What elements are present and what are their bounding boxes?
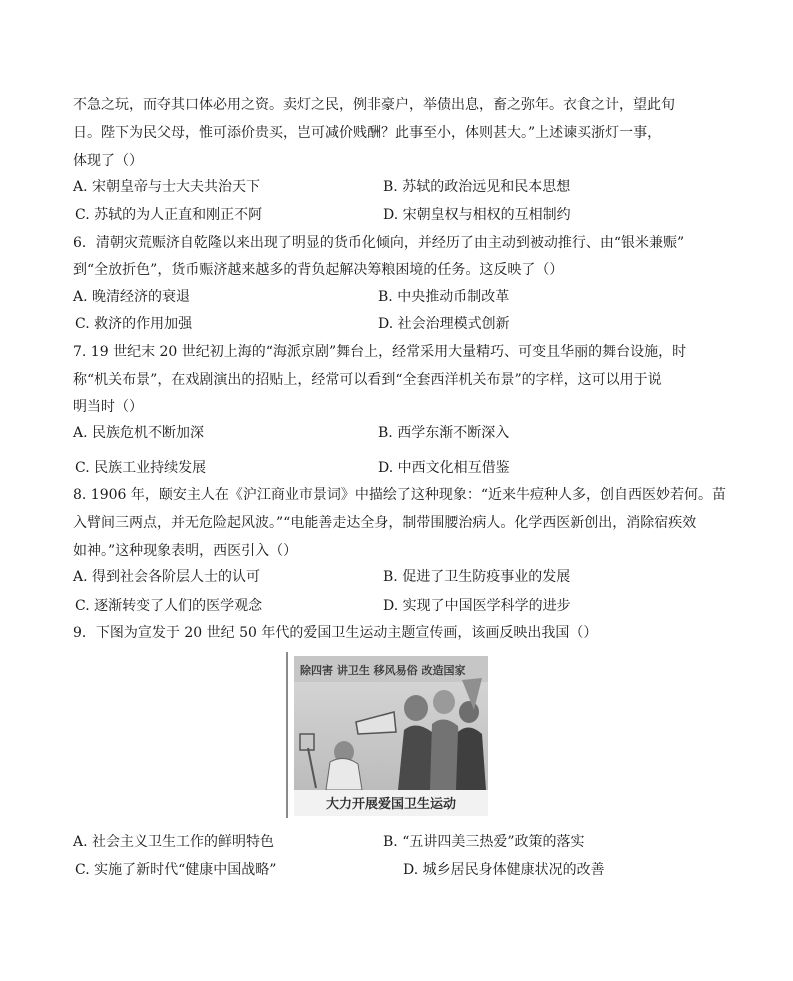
passage-line-2: 日。陛下为民父母，惟可添价贵买，岂可减价贱酬？此事至小，体则甚大。”上述谏买浙灯一事， xyxy=(73,125,662,141)
q7-option-a[interactable]: A. 民族危机不断加深 xyxy=(73,425,205,441)
q8-option-a[interactable]: A. 得到社会各阶层人士的认可 xyxy=(73,569,261,585)
q8-option-d[interactable]: D. 实现了中国医学科学的进步 xyxy=(383,598,571,614)
q5-option-c[interactable]: C. 苏轼的为人正直和刚正不阿 xyxy=(75,207,263,223)
q8-stem-line-2: 入臂间三两点，并无危险起风波。”“电能善走达全身，制带围腰治病人。化学西医新创出，消除宿疾效 xyxy=(73,515,697,531)
q7-option-c[interactable]: C. 民族工业持续发展 xyxy=(75,460,207,476)
q6-stem-line-2: 到“全放折色”，货币赈济越来越多的背负起解决筹粮困境的任务。这反映了（） xyxy=(73,262,564,278)
passage-line-1: 不急之玩，而夺其口体必用之资。卖灯之民，例非豪户，举债出息，畜之弥年。衣食之计，望此旬 xyxy=(73,97,675,113)
q6-option-b[interactable]: B. 中央推动币制改革 xyxy=(378,289,510,305)
poster-bottom-caption: 大力开展爱国卫生运动 xyxy=(325,797,457,812)
q9-stem-line-1: 9．下图为宣发于 20 世纪 50 年代的爱国卫生运动主题宣传画，该画反映出我国（） xyxy=(73,625,598,641)
q6-option-c[interactable]: C. 救济的作用加强 xyxy=(75,316,193,332)
q7-stem-line-2: 称“机关布景”，在戏剧演出的招贴上，经常可以看到“全套西洋机关布景”的字样，这可以用于说 xyxy=(73,372,662,388)
q8-stem-line-1: 8. 1906 年，颐安主人在《沪江商业市景词》中描绘了这种现象：“近来牛痘种人多，创自西医妙若何。苗 xyxy=(73,487,727,503)
q9-option-c[interactable]: C. 实施了新时代“健康中国战略” xyxy=(75,862,277,878)
q9-option-a[interactable]: A. 社会主义卫生工作的鲜明特色 xyxy=(73,834,275,850)
poster-top-slogan: 除四害 讲卫生 移风易俗 改造国家 xyxy=(300,664,466,677)
q8-option-c[interactable]: C. 逐渐转变了人们的医学观念 xyxy=(75,598,263,614)
q5-option-b[interactable]: B. 苏轼的政治远见和民本思想 xyxy=(383,179,571,195)
q7-option-b[interactable]: B. 西学东渐不断深入 xyxy=(378,425,510,441)
q9-option-b[interactable]: B. “五讲四美三热爱”政策的落实 xyxy=(383,834,585,850)
q5-option-a[interactable]: A. 宋朝皇帝与士大夫共治天下 xyxy=(73,179,261,195)
q6-option-d[interactable]: D. 社会治理模式创新 xyxy=(378,316,510,332)
q9-option-d[interactable]: D. 城乡居民身体健康状况的改善 xyxy=(403,862,605,878)
propaganda-poster-image xyxy=(286,650,496,818)
q5-option-d[interactable]: D. 宋朝皇权与相权的互相制约 xyxy=(383,207,571,223)
q8-stem-line-3: 如神。”这种现象表明，西医引入（） xyxy=(73,543,298,559)
q7-option-d[interactable]: D. 中西文化相互借鉴 xyxy=(378,460,510,476)
q7-stem-line-1: 7. 19 世纪末 20 世纪初上海的“海派京剧”舞台上，经常采用大量精巧、可变且华丽的舞台设施，时 xyxy=(73,344,687,360)
q8-option-b[interactable]: B. 促进了卫生防疫事业的发展 xyxy=(383,569,571,585)
q6-option-a[interactable]: A. 晚清经济的衰退 xyxy=(73,289,191,305)
passage-line-3: 体现了（） xyxy=(73,153,143,169)
q7-stem-line-3: 明当时（） xyxy=(73,399,143,415)
q6-stem-line-1: 6．清朝灾荒赈济自乾隆以来出现了明显的货币化倾向，并经历了由主动到被动推行、由“银米兼赈” xyxy=(73,235,685,251)
